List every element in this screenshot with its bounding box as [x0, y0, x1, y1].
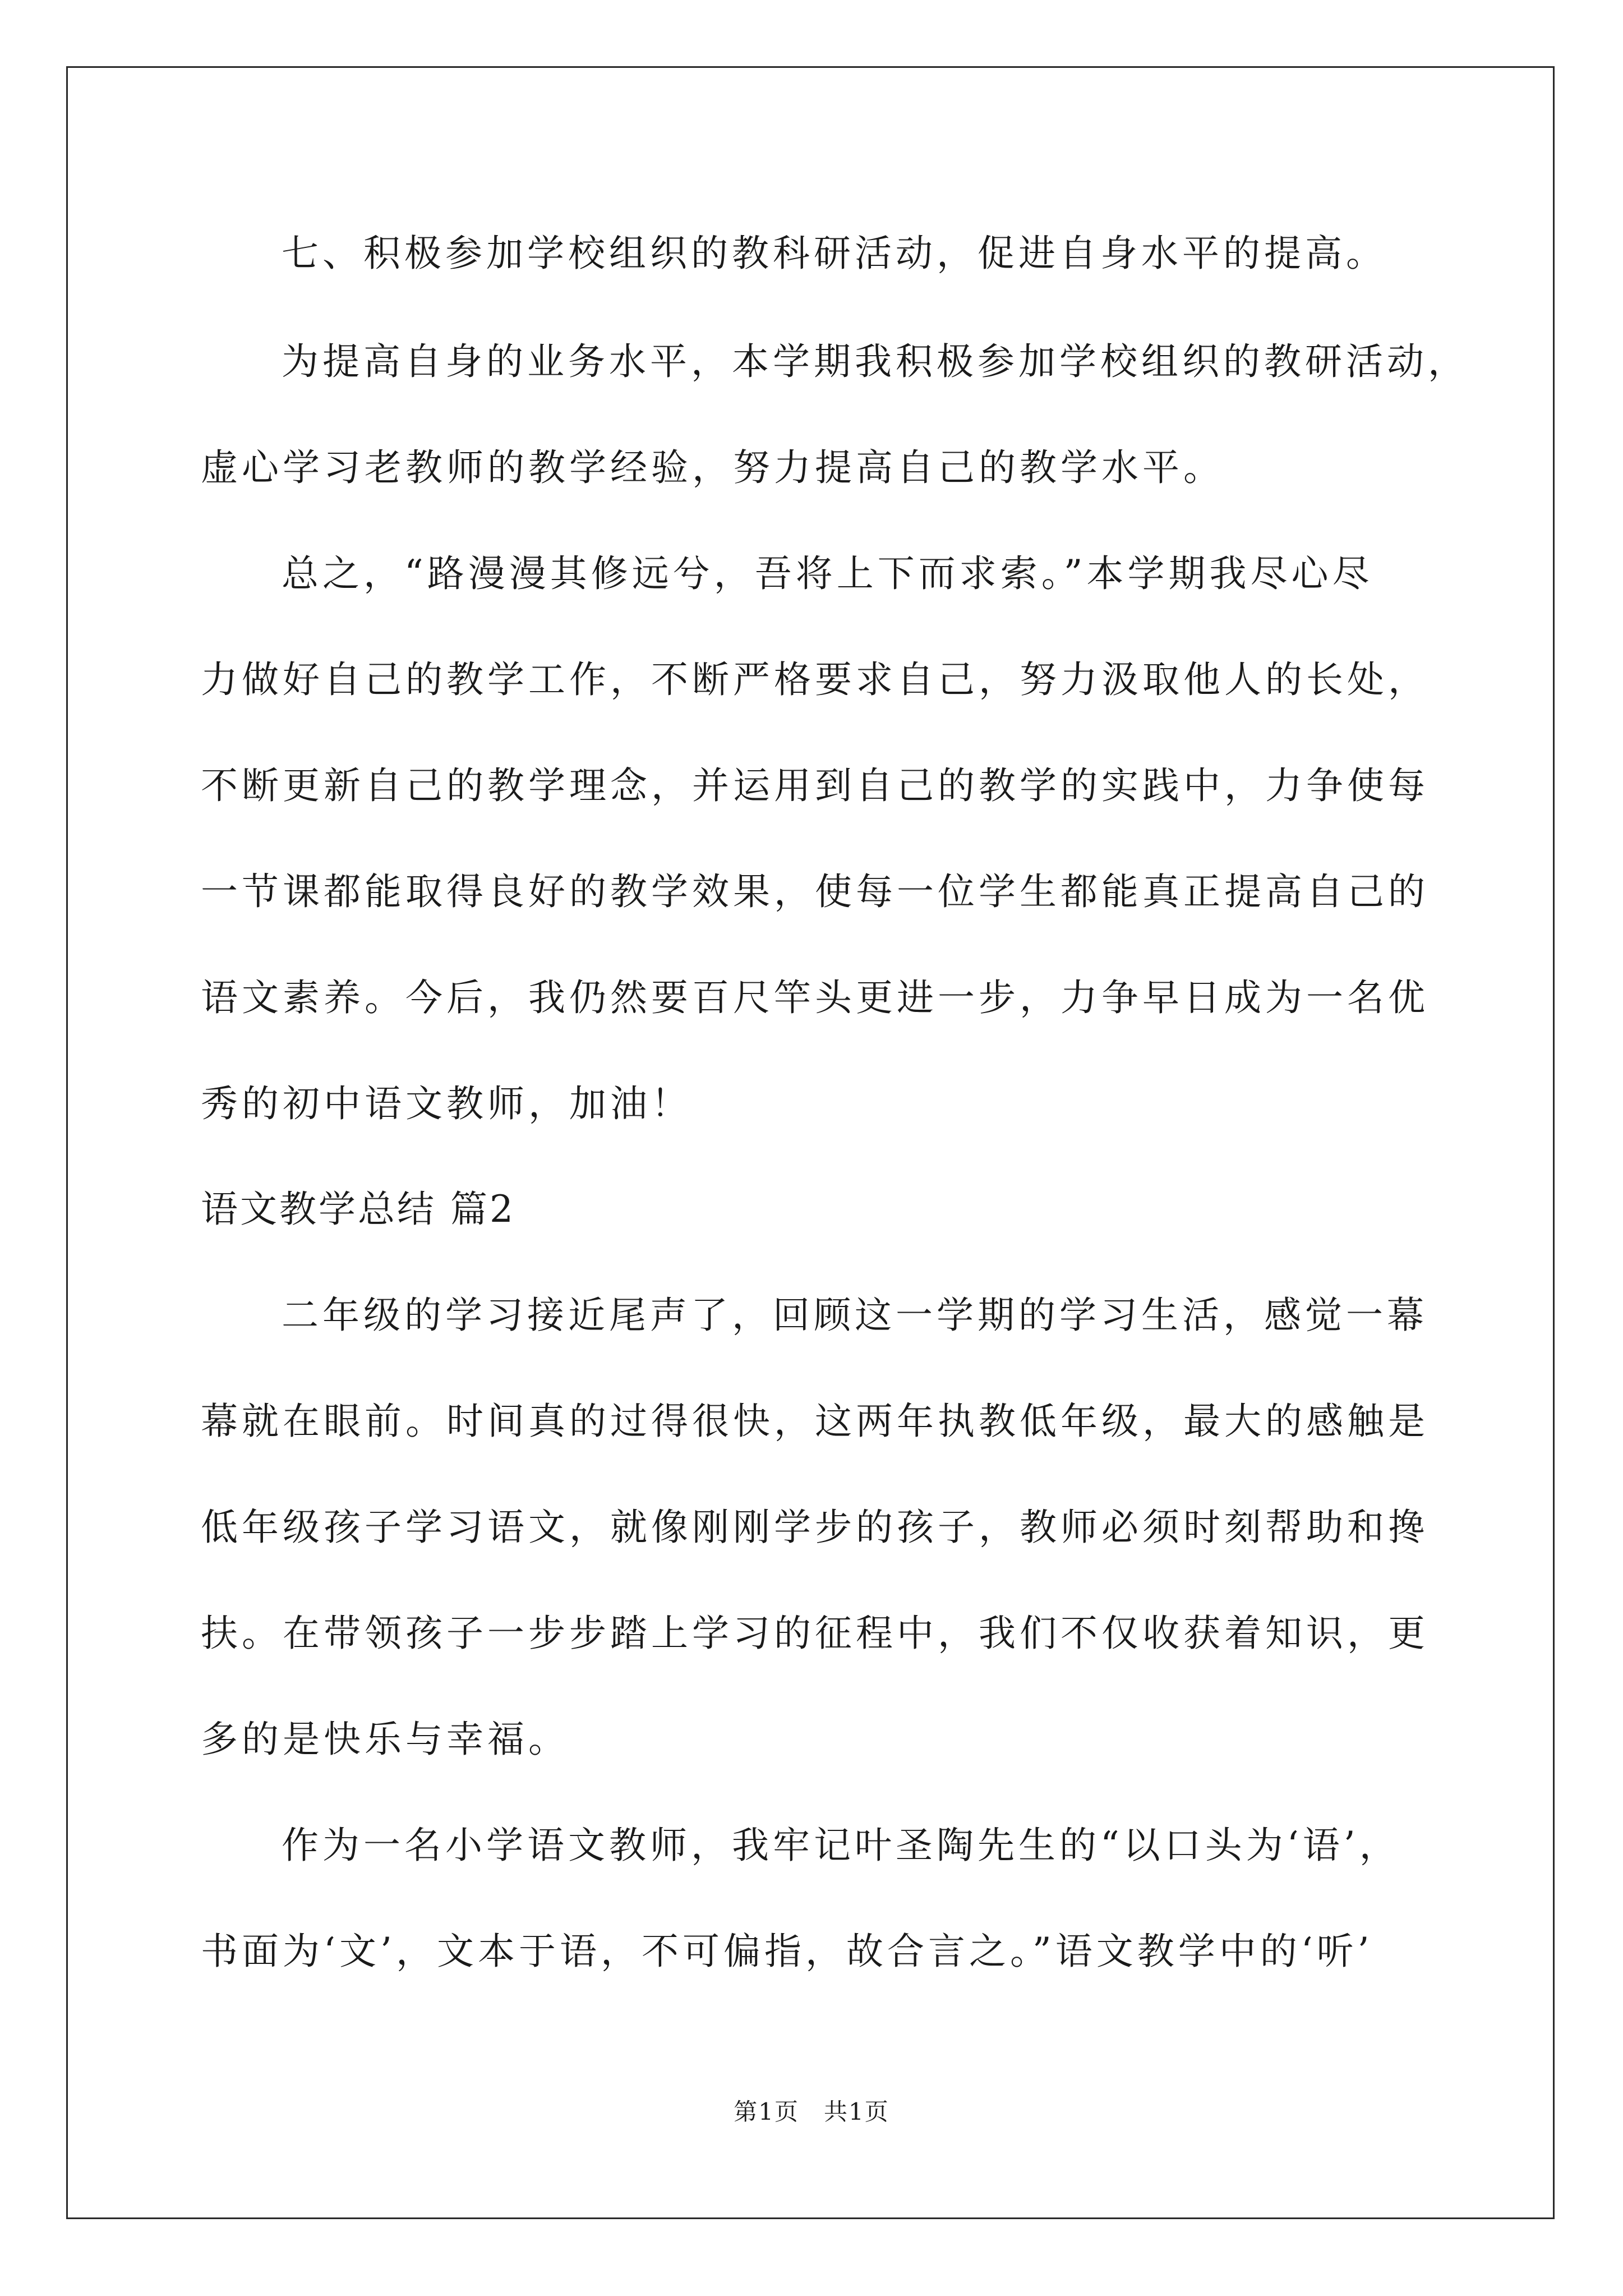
text-line: 虚心学习老教师的教学经验，努力提高自己的教学水平。: [201, 446, 1224, 489]
text-line: 多的是快乐与幸福。: [201, 1718, 569, 1761]
page-number-footer: 第1页 共1页: [734, 2098, 889, 2125]
text-line: 作为一名小学语文教师，我牢记叶圣陶先生的“以口头为‘语’，: [282, 1824, 1400, 1867]
text-line: 一节课都能取得良好的教学效果，使每一位学生都能真正提高自己的: [201, 870, 1429, 913]
text-line: 扶。在带领孩子一步步踏上学习的征程中，我们不仅收获着知识，更: [201, 1612, 1429, 1655]
text-line: 幕就在眼前。时间真的过得很快，这两年执教低年级，最大的感触是: [201, 1400, 1429, 1443]
text-line: 秀的初中语文教师，加油！: [201, 1082, 692, 1125]
text-line: 力做好自己的教学工作，不断严格要求自己，努力汲取他人的长处，: [201, 658, 1429, 701]
text-line: 低年级孩子学习语文，就像刚刚学步的孩子，教师必须时刻帮助和搀: [201, 1506, 1429, 1549]
text-line: 总之，“路漫漫其修远兮，吾将上下而求索。”本学期我尽心尽: [282, 552, 1373, 595]
text-line: 二年级的学习接近尾声了，回顾这一学期的学习生活，感觉一幕: [282, 1294, 1428, 1337]
text-line: 不断更新自己的教学理念，并运用到自己的教学的实践中，力争使每: [201, 764, 1429, 807]
text-line: 七、积极参加学校组织的教科研活动，促进自身水平的提高。: [282, 232, 1387, 275]
page-border: [66, 66, 1555, 2219]
text-line: 语文素养。今后，我仍然要百尺竿头更进一步，力争早日成为一名优: [201, 976, 1429, 1019]
text-line: 书面为‘文’，文本于语，不可偏指，故合言之。”语文教学中的‘听’: [201, 1930, 1373, 1973]
section-heading: 语文教学总结 篇2: [201, 1188, 515, 1231]
text-line: 为提高自身的业务水平，本学期我积极参加学校组织的教研活动，: [282, 340, 1469, 383]
